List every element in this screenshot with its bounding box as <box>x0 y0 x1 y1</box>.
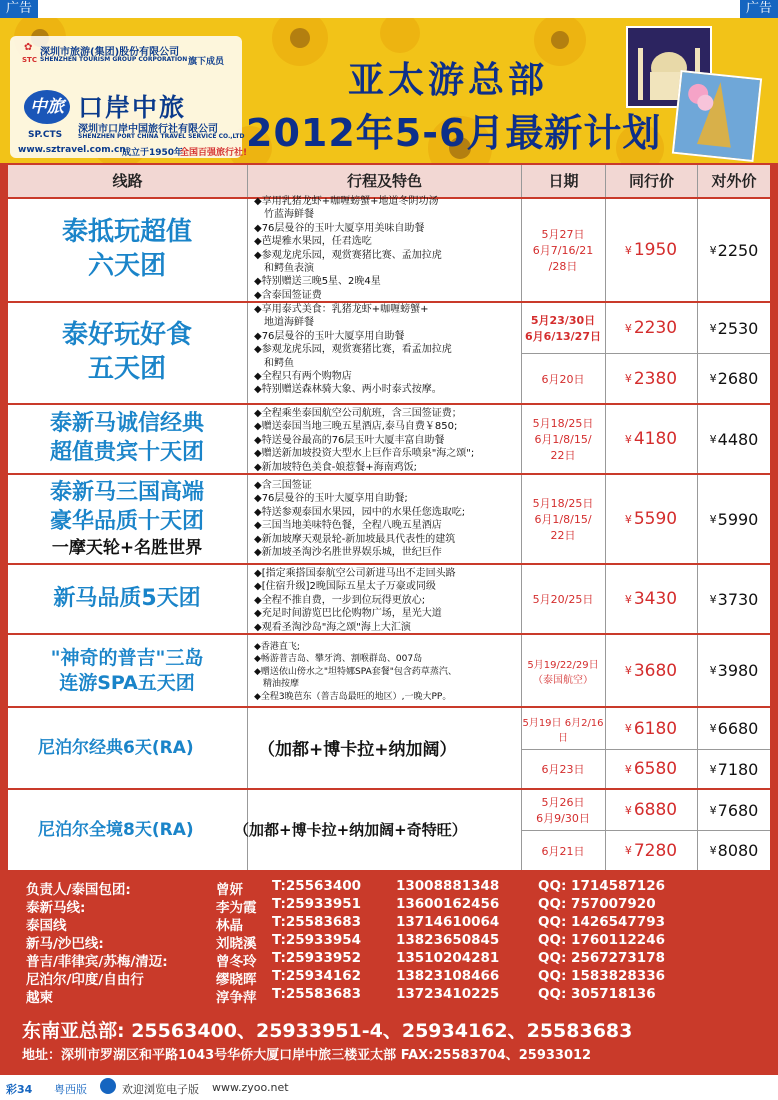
route-phuket-spa-5day[interactable]: "神奇的普吉"三岛 连游SPA五天团 <box>50 646 204 694</box>
peer-price: ¥ 2380 <box>624 368 678 389</box>
departure-dates: 5月20/25日 <box>532 593 594 606</box>
address-line: 地址：深圳市罗湖区和平路1043号华侨大厦口岸中旅三楼亚太部 FAX:25583704、25933012 <box>22 1048 592 1063</box>
peer-price: ¥ 4180 <box>624 429 678 449</box>
page-number: 彩34 <box>6 1083 33 1096</box>
public-price: ¥ 5990 <box>709 509 759 529</box>
features-list: ◆含三国签证 ◆76层曼谷的玉叶大厦享用自助餐; ◆特送参观泰国水果园，园中的水果任您选取吃; ◆三国当地美味特色餐，全程八晚五星酒店 ◆新加坡摩天观景轮-新加坡最具代表性的建筑 ◆新加坡圣淘沙名胜世界娱乐城，世纪巨作 <box>254 480 466 559</box>
departure-dates: 5月23/30日 6月6/13/27日 <box>525 314 601 343</box>
welcome-text: 欢迎浏览电子版 <box>122 1083 199 1096</box>
peer-price: ¥ 3430 <box>624 589 678 609</box>
title-plan: 2012年5-6月最新计划 <box>246 111 662 155</box>
temple-icon <box>674 72 760 160</box>
departure-dates: 5月26日 6月9/30日 <box>536 796 590 825</box>
public-price: ¥ 7680 <box>709 800 759 820</box>
public-price: ¥ 3980 <box>709 661 759 680</box>
ad-label-right: 广告 <box>740 0 778 18</box>
col-header-public-price: 对外价 <box>698 165 770 197</box>
public-price: ¥ 2250 <box>709 240 759 260</box>
public-price: ¥ 8080 <box>709 841 759 860</box>
ad-label-left: 广告 <box>0 0 38 18</box>
contacts-section: 负责人/泰国包团: 曾妍 T:25563400 13008881348 QQ: 1714587126 泰新马线: 李为霞 T:25933951 13600162456 QQ: 757007920 泰国线 林晶 T:25583683 13714610064 QQ: 1426547793 新马/沙巴线: 刘晓溪 T:25933954 13823650845 QQ: 1760112246 普吉/菲律宾/苏梅/清迈: 曾冬玲 T:25933952 13510204281 QQ: 2567273178 尼泊尔/印度/自由行 缪晓晖 T:25934162 13823108466 QQ: 1583828336 越柬 淳争萍 T:25583683 13723410225 QQ: 305718136 东南亚总部: 25563400、25933951-4、25934162、25583683 地址：深圳市罗湖区和平路1043号华侨大厦口岸中旅三楼亚太部 FAX:25583704、25933012 <box>0 872 778 1075</box>
col-header-peer-price: 同行价 <box>606 165 698 197</box>
public-price: ¥ 2530 <box>709 318 759 338</box>
col-header-date: 日期 <box>522 165 606 197</box>
features-list: ◆享用泰式美食：乳猪龙虾+咖喱螃蟹+ 地道海鲜餐 ◆76层曼谷的玉叶大厦享用自助餐 ◆参观龙虎乐园，观赏赛猪比赛，看孟加拉虎 和鳄鱼 ◆全程只有两个购物店 ◆特别赠送森林骑大象、两小时泰式按摩。 <box>254 304 452 396</box>
public-price: ¥ 3730 <box>709 589 759 609</box>
temple-photo <box>672 70 762 162</box>
site-link[interactable]: www.zyoo.net <box>212 1081 289 1094</box>
site-logo-icon <box>100 1078 116 1094</box>
itinerary-table <box>0 163 778 872</box>
nepal-6day-itinerary: （加都+博卡拉+纳加阔） <box>258 740 457 760</box>
departure-dates: 5月19/22/29日 （泰国航空） <box>527 659 599 686</box>
peer-price: ¥ 6880 <box>624 800 678 820</box>
peer-price: ¥ 7280 <box>624 840 678 861</box>
ranking-label: 全国百强旅行社! <box>180 148 248 158</box>
hq-phone-line: 东南亚总部: 25563400、25933951-4、25934162、25583683 <box>22 1020 633 1042</box>
features-list: ◆享用乳猪龙虾+咖喱螃蟹+地道冬阴功汤 竹蓝海鲜餐 ◆76层曼谷的玉叶大厦享用美味自助餐 ◆芭堤雅水果园，任君选吃 ◆参观龙虎乐园，观赏赛猪比赛、孟加拉虎 和鳄鱼表演 ◆特别赠送三晚5星、2晚4星 ◆含泰国签证费 <box>254 196 442 301</box>
company-group-en: SHENZHEN TOURISM GROUP CORPORATION <box>40 56 188 63</box>
route-thai-sg-my-10day[interactable]: 泰新马诚信经典 超值贵宾十天团 <box>49 411 204 465</box>
logo-panel <box>18 38 248 158</box>
col-header-route: 线路 <box>8 165 248 197</box>
divider <box>247 165 248 870</box>
features-list: ◆[指定乘搭国泰航空公司新进马出不走回头路 ◆[住宿升级]2晚国际五星太子万豪或同级 ◆全程不推自费，一步到位玩得更放心; ◆充足时间游览巴比伦购物广场，星光大道 ◆观看圣淘沙岛"海之颂"海上大汇演 <box>254 568 456 633</box>
peer-price: ¥ 2230 <box>624 318 678 338</box>
footer <box>0 1075 778 1100</box>
col-header-features: 行程及特色 <box>248 165 522 197</box>
website-link[interactable]: www.sztravel.com.cn <box>18 145 126 155</box>
peer-price: ¥ 5590 <box>624 509 678 529</box>
peer-price: ¥ 6180 <box>624 718 678 739</box>
departure-dates: 5月18/25日 6月1/8/15/ 22日 <box>532 497 594 542</box>
title-main: 亚太游总部 <box>348 60 549 101</box>
departure-dates: 5月19日 6月2/16日 <box>522 717 604 744</box>
public-price: ¥ 2680 <box>709 369 759 388</box>
route-sg-my-5day[interactable]: 新马品质5天团 <box>53 585 201 611</box>
departure-dates: 6月23日 <box>541 763 585 776</box>
features-list: ◆全程乘坐泰国航空公司航班，含三国签证费； ◆赠送泰国当地三晚五星酒店,泰马自费￥850; ◆特送曼谷最高的76层玉叶大厦丰富自助餐 ◆赠送新加坡投资大型水上巨作音乐喷泉"海之颂"; ◆新加坡特色美食-娘惹餐+海南鸡饭; <box>254 408 475 473</box>
departure-dates: 6月20日 <box>541 372 585 386</box>
route-thai-food-5day[interactable]: 泰好玩好食 五天团 <box>61 320 192 384</box>
peer-price: ¥ 6580 <box>624 759 678 779</box>
table-inner <box>8 165 770 870</box>
departure-dates: 5月18/25日 6月1/8/15/ 22日 <box>532 417 594 462</box>
company-group-sub: 旗下成员 <box>188 57 225 67</box>
brand-name: 口岸中旅 <box>78 93 187 122</box>
features-list: ◆香港直飞; ◆畅游普吉岛、攀牙湾、割喉群岛、007岛 ◆赠送依山傍水之"坦特娜SPA套餐"包含药草蒸汽、 精油按摩 ◆全程3晚芭东（普吉岛最旺的地区）,一晚大PP。 <box>254 642 457 702</box>
brand-short: STC <box>22 56 37 64</box>
brand-logo-icon: 中旅 <box>24 90 70 124</box>
header-banner <box>0 18 778 163</box>
company-name: 深圳市口岸中国旅行社有限公司 <box>78 124 218 135</box>
peer-price: ¥ 1950 <box>624 240 678 260</box>
route-nepal-8day[interactable]: 尼泊尔全境8天(RA) <box>38 819 194 840</box>
route-nepal-6day[interactable]: 尼泊尔经典6天(RA) <box>38 737 194 758</box>
peer-price: ¥ 3680 <box>624 660 678 681</box>
edition-label: 粤西版 <box>54 1083 87 1096</box>
route-three-country-luxury[interactable]: 泰新马三国高端 豪华品质十天团 一摩天轮+名胜世界 <box>49 480 204 558</box>
public-price: ¥ 6680 <box>709 719 759 738</box>
sp-cts-label: SP.CTS <box>28 130 63 140</box>
route-thai-value-6day[interactable]: 泰抵玩超值 六天团 <box>61 217 192 281</box>
founded-label: 成立于1950年 <box>122 148 184 158</box>
public-price: ¥ 7180 <box>709 759 759 779</box>
company-name-en: SHENZHEN PORT CHINA TRAVEL SERVICE CO.,LTD <box>78 133 245 140</box>
departure-dates: 5月27日 6月7/16/21 /28日 <box>532 228 594 273</box>
nepal-8day-itinerary: （加都+博卡拉+纳加阔+奇特旺） <box>234 821 467 839</box>
company-group: 深圳市旅游(集团)股份有限公司 <box>40 47 180 58</box>
group-badge-icon: ✿ <box>24 42 33 53</box>
public-price: ¥ 4480 <box>709 429 759 449</box>
departure-dates: 6月21日 <box>541 844 585 858</box>
